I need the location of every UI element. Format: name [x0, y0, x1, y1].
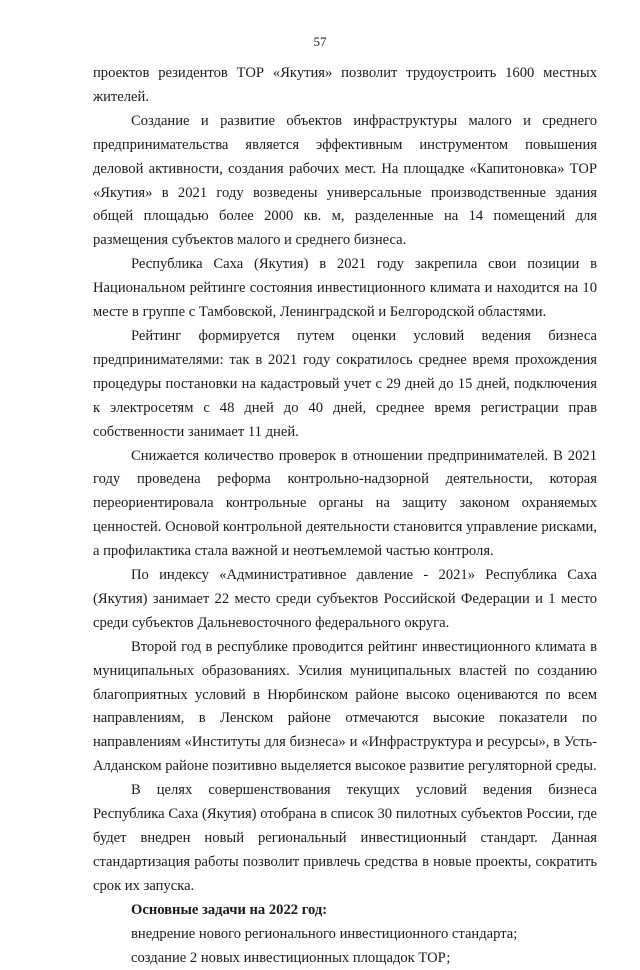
paragraph-continuation: проектов резидентов ТОР «Якутия» позволит трудоустроить 1600 местных жителей.	[93, 65, 597, 105]
paragraph-admin-pressure: По индексу «Административное давление - 2021» Республика Саха (Якутия) занимает 22 место среди субъектов Российской Федерации и 1 место среди субъектов Дальневосточного федерального округа.	[93, 567, 597, 631]
paragraph-rating-method: Рейтинг формируется путем оценки условий ведения бизнеса предпринимателями: так в 2021 году сократилось среднее время прохождения процедуры постановки на кадастровый учет с 29 дней до 15 дней, подключения к электросетям с 48 дней до 40 дней, среднее время регистрации прав собственности занимает 11 дней.	[93, 327, 597, 440]
task-item: внедрение нового регионального инвестиционного стандарта;	[131, 925, 518, 942]
paragraph-infrastructure: Создание и развитие объектов инфраструктуры малого и среднего предпринимательства является эффективным инструментом повышения деловой активности, создания рабочих мест. На площадке «Капитоновка» ТОР «Якутия» в 2021 году возведены универсальные производственные здания общей площадью более 2000 кв. м, разделенные на 14 помещений для размещения субъектов малого и среднего бизнеса.	[93, 112, 597, 249]
task-item: создание 2 новых инвестиционных площадок ТОР;	[131, 949, 451, 966]
paragraph-pilot-standard: В целях совершенствования текущих условий ведения бизнеса Республика Саха (Якутия) отобрана в список 30 пилотных субъектов России, где будет внедрен новый региональный инвестиционный стандарт. Данная стандартизация работы позволит привлечь средства в новые проекты, сократить срок их запуска.	[93, 782, 597, 894]
paragraph-national-rating: Республика Саха (Якутия) в 2021 году закрепила свои позиции в Национальном рейтинге состояния инвестиционного климата и находится на 10 месте в группе с Тамбовской, Ленинградской и Белгородской областями.	[93, 256, 597, 321]
page-number: 57	[313, 34, 327, 49]
paragraph-inspections: Снижается количество проверок в отношении предпринимателей. В 2021 году проведена реформа контрольно-надзорной деятельности, которая переориентировала контрольные органы на защиту законом охраняемых ценностей. Основой контрольной деятельности становится управление рисками, а профилактика стала важной и неотъемлемой частью контроля.	[93, 447, 597, 560]
tasks-heading: Основные задачи на 2022 год:	[131, 901, 328, 918]
paragraph-municipal-rating: Второй год в республике проводится рейтинг инвестиционного климата в муниципальных образованиях. Усилия муниципальных властей по созданию благоприятных условий в Нюрбинском районе высоко оцениваются по всем направлениям, в Ленском районе отмечаются высокие показатели по направлениям «Институты для бизнеса» и «Инфраструктура и ресурсы», в Усть-Алданском районе позитивно выделяется высокое развитие регуляторной среды.	[93, 638, 597, 775]
page-body	[93, 62, 597, 970]
